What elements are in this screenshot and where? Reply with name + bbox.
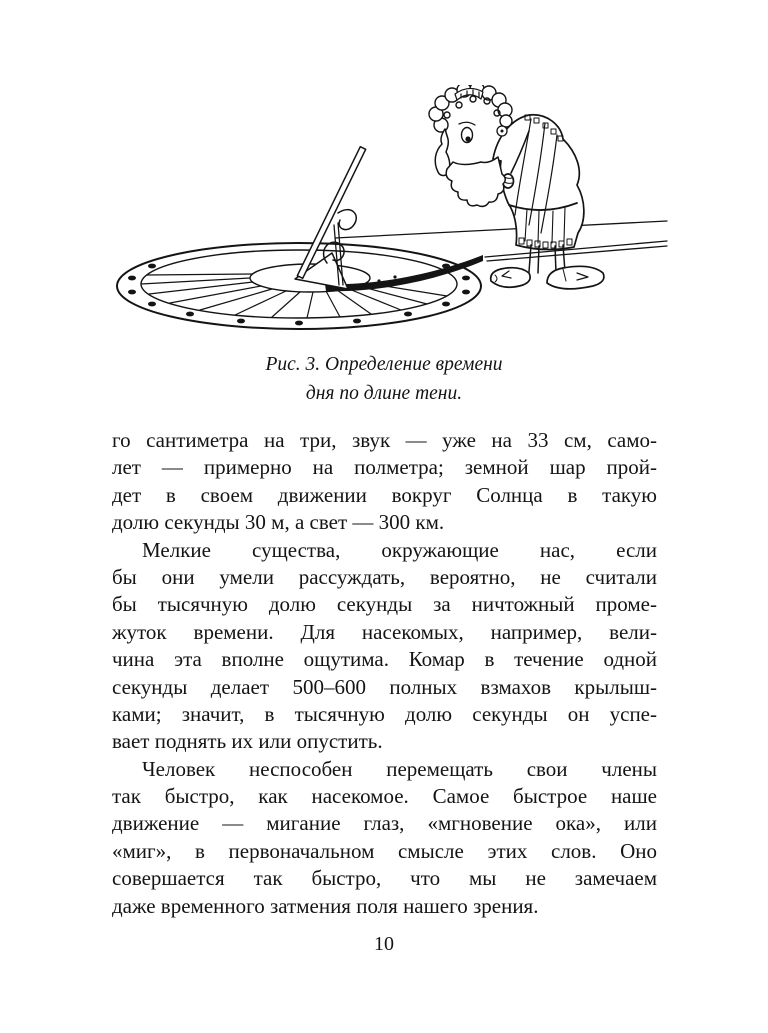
text-line: долю секунды 30 м, а свет — 300 км. xyxy=(112,510,445,535)
figure-caption-line-1: Рис. 3. Определение времени xyxy=(265,354,503,375)
text-line: Человек неспособен перемещать свои члены xyxy=(142,756,657,781)
text-line: даже временного затмения поля нашего зрения. xyxy=(112,893,539,918)
text-line: дет в своем движении вокруг Солнца в такую xyxy=(112,482,657,507)
beard xyxy=(446,157,505,206)
ground-line xyxy=(335,221,667,238)
text-line: «миг», в первоначальном смысле этих слов. Оно xyxy=(112,838,657,863)
sandals xyxy=(491,266,604,289)
text-line: секунды делает 500–600 полных взмахов крылыш- xyxy=(112,674,657,699)
text-line: жуток времени. Для насекомых, например, вели- xyxy=(112,619,657,644)
text-line: движение — мигание глаз, «мгновение ока», или xyxy=(112,811,657,836)
text-line: Мелкие существа, окружающие нас, если xyxy=(142,537,657,562)
body-text xyxy=(112,427,657,920)
text-line: вает поднять их или опустить. xyxy=(112,729,383,754)
text-line: лет — примерно на полметра; земной шар прой- xyxy=(112,455,657,480)
text-line: го сантиметра на три, звук — уже на 33 см, само- xyxy=(112,428,657,452)
page-number: 10 xyxy=(374,933,394,955)
text-line: бы они умели рассуждать, вероятно, не считали xyxy=(112,564,657,589)
text-line: так быстро, как насекомое. Самое быстрое наше xyxy=(112,784,657,809)
text-line: бы тысячную долю секунды за ничтожный проме- xyxy=(112,592,657,617)
text-line: совершается так быстро, что мы не замечаем xyxy=(112,866,657,891)
figure-caption-line-2: дня по длине тени. xyxy=(305,383,463,404)
sundial-dial xyxy=(117,243,481,329)
text-line: чина эта вполне ощутима. Комар в течение одной xyxy=(112,647,657,672)
figure-caption xyxy=(0,350,768,408)
text-line: ками; значит, в тысячную долю секунды он успе- xyxy=(112,701,657,726)
shadow-lines xyxy=(485,241,667,261)
figure-illustration xyxy=(95,85,670,340)
